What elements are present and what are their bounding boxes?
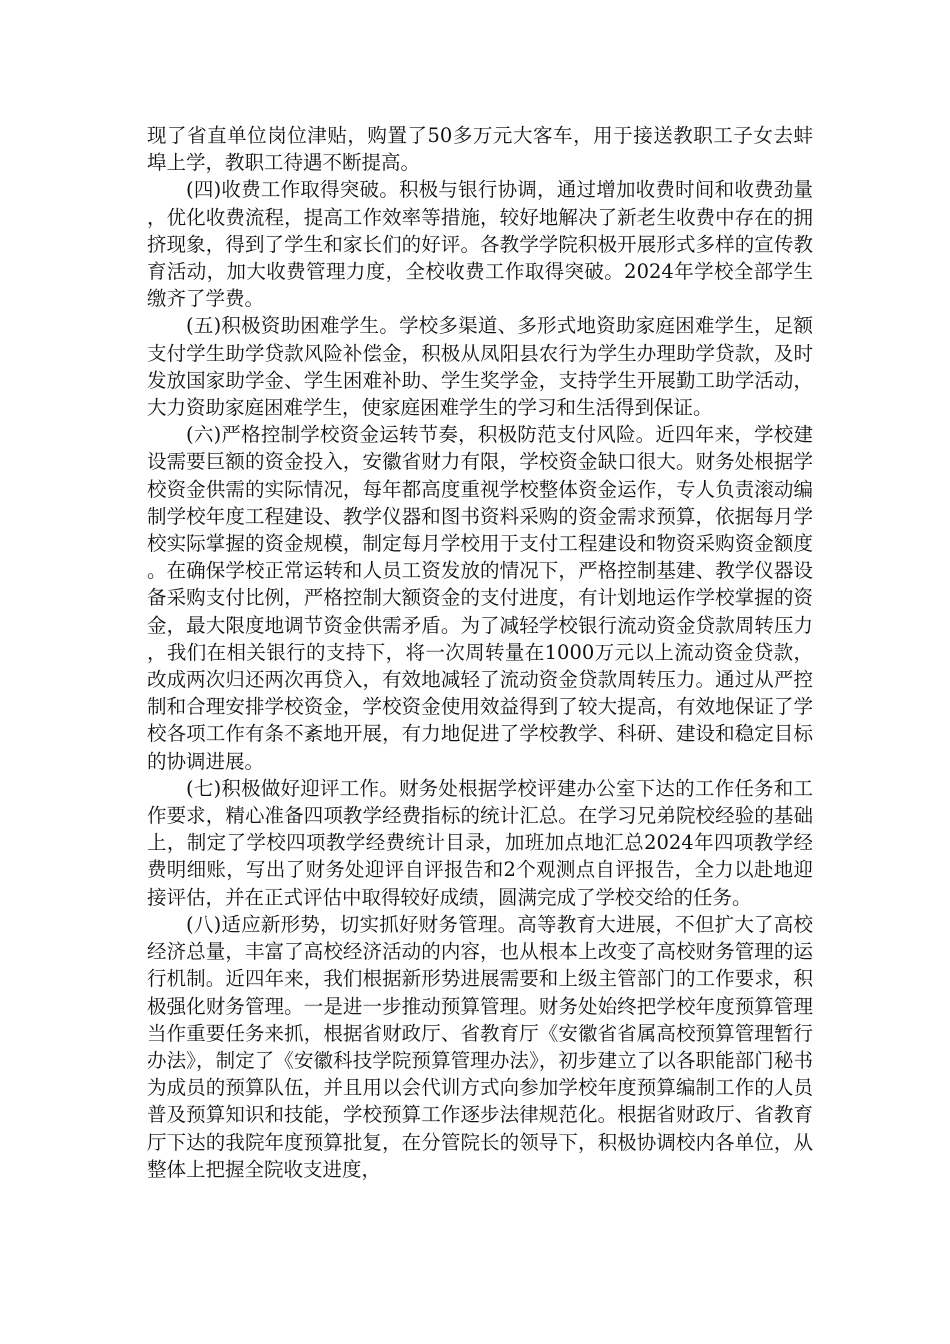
paragraph-section-7-evaluation: (七)积极做好迎评工作。财务处根据学校评建办公室下达的工作任务和工作要求，精心准备四项教学经费指标的统计汇总。在学习兄弟院校经验的基础上，制定了学校四项教学经费统计目录，加班加点地汇总2024年四项教学经费明细账，写出了财务处迎评自评报告和2个观测点自评报告，全力以赴地迎接评估，并在正式评估中取得较好成绩，圆满完成了学校交给的任务。: [147, 776, 813, 909]
paragraph-section-4-fee-collection: (四)收费工作取得突破。积极与银行协调，通过增加收费时间和收费劲量，优化收费流程，提高工作效率等措施，较好地解决了新老生收费中存在的拥挤现象，得到了学生和家长们的好评。各教学学院积极开展形式多样的宣传教育活动，加大收费管理力度，全校收费工作取得突破。2024年学校全部学生缴齐了学费。: [147, 178, 813, 311]
paragraph-continuation: 现了省直单位岗位津贴，购置了50多万元大客车，用于接送教职工子女去蚌埠上学，教职工待遇不断提高。: [147, 124, 813, 175]
document-body: [147, 122, 813, 1183]
paragraph-section-6-fund-control: (六)严格控制学校资金运转节奏，积极防范支付风险。近四年来，学校建设需要巨额的资金投入，安徽省财力有限，学校资金缺口很大。财务处根据学校资金供需的实际情况，每年都高度重视学校整体资金运作，专人负责滚动编制学校年度工程建设、教学仪器和图书资料采购的资金需求预算，依据每月学校实际掌握的资金规模，制定每月学校用于支付工程建设和物资采购资金额度。在确保学校正常运转和人员工资发放的情况下，严格控制基建、教学仪器设备采购支付比例，严格控制大额资金的支付进度，有计划地运作学校掌握的资金，最大限度地调节资金供需矛盾。为了减轻学校银行流动资金贷款周转压力，我们在相关银行的支持下，将一次周转量在1000万元以上流动资金贷款，改成两次归还两次再贷入，有效地减轻了流动资金贷款周转压力。通过从严控制和合理安排学校资金，学校资金使用效益得到了较大提高，有效地保证了学校各项工作有条不紊地开展，有力地促进了学校教学、科研、建设和稳定目标的协调进展。: [147, 423, 813, 773]
paragraph-section-8-financial-management: (八)适应新形势，切实抓好财务管理。高等教育大进展，不但扩大了高校经济总量，丰富了高校经济活动的内容，也从根本上改变了高校财务管理的运行机制。近四年来，我们根据新形势进展需要和上级主管部门的工作要求，积极强化财务管理。一是进一步推动预算管理。财务处始终把学校年度预算管理当作重要任务来抓，根据省财政厅、省教育厅《安徽省省属高校预算管理暂行办法》，制定了《安徽科技学院预算管理办法》，初步建立了以各职能部门秘书为成员的预算队伍，并且用以会代训方式向参加学校年度预算编制工作的人员普及预算知识和技能，学校预算工作逐步法律规范化。根据省财政厅、省教育厅下达的我院年度预算批复，在分管院长的领导下，积极协调校内各单位，从整体上把握全院收支进度，: [147, 912, 813, 1181]
paragraph-section-5-student-aid: (五)积极资助困难学生。学校多渠道、多形式地资助家庭困难学生，足额支付学生助学贷款风险补偿金，积极从凤阳县农行为学生办理助学贷款，及时发放国家助学金、学生困难补助、学生奖学金，支持学生开展勤工助学活动，大力资助家庭困难学生，使家庭困难学生的学习和生活得到保证。: [147, 314, 813, 420]
